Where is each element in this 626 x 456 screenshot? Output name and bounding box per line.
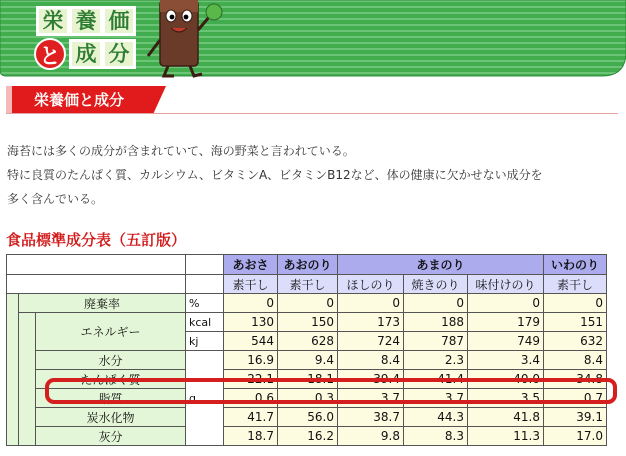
cell-value: 3.5 bbox=[468, 389, 544, 408]
cell-value: 16.2 bbox=[278, 427, 338, 446]
cell-value: 173 bbox=[338, 313, 404, 332]
row-group-inner bbox=[19, 313, 36, 446]
cell-value: 188 bbox=[404, 313, 468, 332]
title-char: 分 bbox=[102, 39, 136, 69]
table-group-header-row bbox=[7, 255, 607, 275]
row-group-outer bbox=[7, 294, 19, 446]
cell-value: 787 bbox=[404, 332, 468, 351]
section-heading-edge bbox=[6, 86, 12, 114]
cell-value: 8.4 bbox=[338, 351, 404, 370]
sub-header: 焼きのり bbox=[404, 275, 468, 294]
table-row bbox=[7, 370, 607, 389]
title-char: 養 bbox=[69, 6, 103, 36]
sub-header: ほしのり bbox=[338, 275, 404, 294]
row-unit: g bbox=[186, 351, 224, 446]
table-title: 食品標準成分表（五訂版） bbox=[6, 231, 187, 249]
cell-value: 0 bbox=[278, 294, 338, 313]
cell-value: 2.3 bbox=[404, 351, 468, 370]
cell-value: 179 bbox=[468, 313, 544, 332]
cell-value: 544 bbox=[224, 332, 278, 351]
cell-value: 18.7 bbox=[224, 427, 278, 446]
cell-value: 0.3 bbox=[278, 389, 338, 408]
intro-line: 多く含んでいる。 bbox=[7, 192, 104, 206]
group-header: いわのり bbox=[544, 255, 607, 275]
cell-value: 724 bbox=[338, 332, 404, 351]
row-label: 脂質 bbox=[36, 389, 186, 408]
cell-value: 38.7 bbox=[338, 408, 404, 427]
cell-value: 16.9 bbox=[224, 351, 278, 370]
seaweed-mascot-icon bbox=[138, 0, 234, 78]
title-char: 成 bbox=[69, 39, 103, 69]
cell-value: 0 bbox=[544, 294, 607, 313]
row-unit: kj bbox=[186, 332, 224, 351]
header-blank bbox=[7, 275, 186, 294]
section-heading bbox=[6, 86, 168, 114]
section-divider bbox=[6, 113, 618, 114]
cell-value: 0 bbox=[338, 294, 404, 313]
table-row bbox=[7, 313, 607, 332]
cell-value: 3.7 bbox=[338, 389, 404, 408]
header-blank bbox=[7, 255, 186, 275]
cell-value: 39.4 bbox=[338, 370, 404, 389]
group-header: あまのり bbox=[338, 255, 544, 275]
sub-header: 味付けのり bbox=[468, 275, 544, 294]
table-row bbox=[7, 427, 607, 446]
cell-value: 18.1 bbox=[278, 370, 338, 389]
cell-value: 0.7 bbox=[544, 389, 607, 408]
cell-value: 8.3 bbox=[404, 427, 468, 446]
cell-value: 56.0 bbox=[278, 408, 338, 427]
cell-value: 130 bbox=[224, 313, 278, 332]
title-char-circle: と bbox=[34, 38, 66, 70]
cell-value: 151 bbox=[544, 313, 607, 332]
row-label: 灰分 bbox=[36, 427, 186, 446]
cell-value: 3.4 bbox=[468, 351, 544, 370]
cell-value: 150 bbox=[278, 313, 338, 332]
sub-header: 素干し bbox=[544, 275, 607, 294]
cell-value: 40.0 bbox=[468, 370, 544, 389]
row-label: 炭水化物 bbox=[36, 408, 186, 427]
header-blank bbox=[186, 255, 224, 275]
cell-value: 41.4 bbox=[404, 370, 468, 389]
cell-value: 0.6 bbox=[224, 389, 278, 408]
cell-value: 628 bbox=[278, 332, 338, 351]
row-unit: kcal bbox=[186, 313, 224, 332]
cell-value: 41.8 bbox=[468, 408, 544, 427]
cell-value: 34.8 bbox=[544, 370, 607, 389]
table-row bbox=[7, 351, 607, 370]
table-subheader-row bbox=[7, 275, 607, 294]
cell-value: 9.4 bbox=[278, 351, 338, 370]
cell-value: 8.4 bbox=[544, 351, 607, 370]
row-label: たんぱく質 bbox=[36, 370, 186, 389]
row-label: 廃棄率 bbox=[19, 294, 186, 313]
title-char: 栄 bbox=[36, 6, 70, 36]
group-header: あおさ bbox=[224, 255, 278, 275]
cell-value: 22.1 bbox=[224, 370, 278, 389]
cell-value: 17.0 bbox=[544, 427, 607, 446]
cell-value: 39.1 bbox=[544, 408, 607, 427]
intro-line: 特に良質のたんぱく質、カルシウム、ビタミンA、ビタミンB12など、体の健康に欠かせない成分を bbox=[7, 168, 543, 182]
cell-value: 9.8 bbox=[338, 427, 404, 446]
section-heading-label: 栄養価と成分 bbox=[34, 91, 125, 109]
row-label: エネルギー bbox=[36, 313, 186, 351]
nutrition-table bbox=[6, 254, 607, 446]
cell-value: 0 bbox=[404, 294, 468, 313]
sub-header: 素干し bbox=[278, 275, 338, 294]
cell-value: 749 bbox=[468, 332, 544, 351]
intro-paragraph bbox=[7, 139, 607, 211]
title-char: 価 bbox=[102, 6, 136, 36]
row-unit: % bbox=[186, 294, 224, 313]
sub-header: 素干し bbox=[224, 275, 278, 294]
row-label: 水分 bbox=[36, 351, 186, 370]
cell-value: 0 bbox=[224, 294, 278, 313]
table-row bbox=[7, 408, 607, 427]
table-row bbox=[7, 389, 607, 408]
cell-value: 632 bbox=[544, 332, 607, 351]
cell-value: 11.3 bbox=[468, 427, 544, 446]
header-banner bbox=[0, 0, 626, 78]
cell-value: 3.7 bbox=[404, 389, 468, 408]
table-row bbox=[7, 294, 607, 313]
cell-value: 44.3 bbox=[404, 408, 468, 427]
cell-value: 41.7 bbox=[224, 408, 278, 427]
header-blank bbox=[186, 275, 224, 294]
intro-line: 海苔には多くの成分が含まれていて、海の野菜と言われている。 bbox=[7, 144, 355, 158]
cell-value: 0 bbox=[468, 294, 544, 313]
group-header: あおのり bbox=[278, 255, 338, 275]
